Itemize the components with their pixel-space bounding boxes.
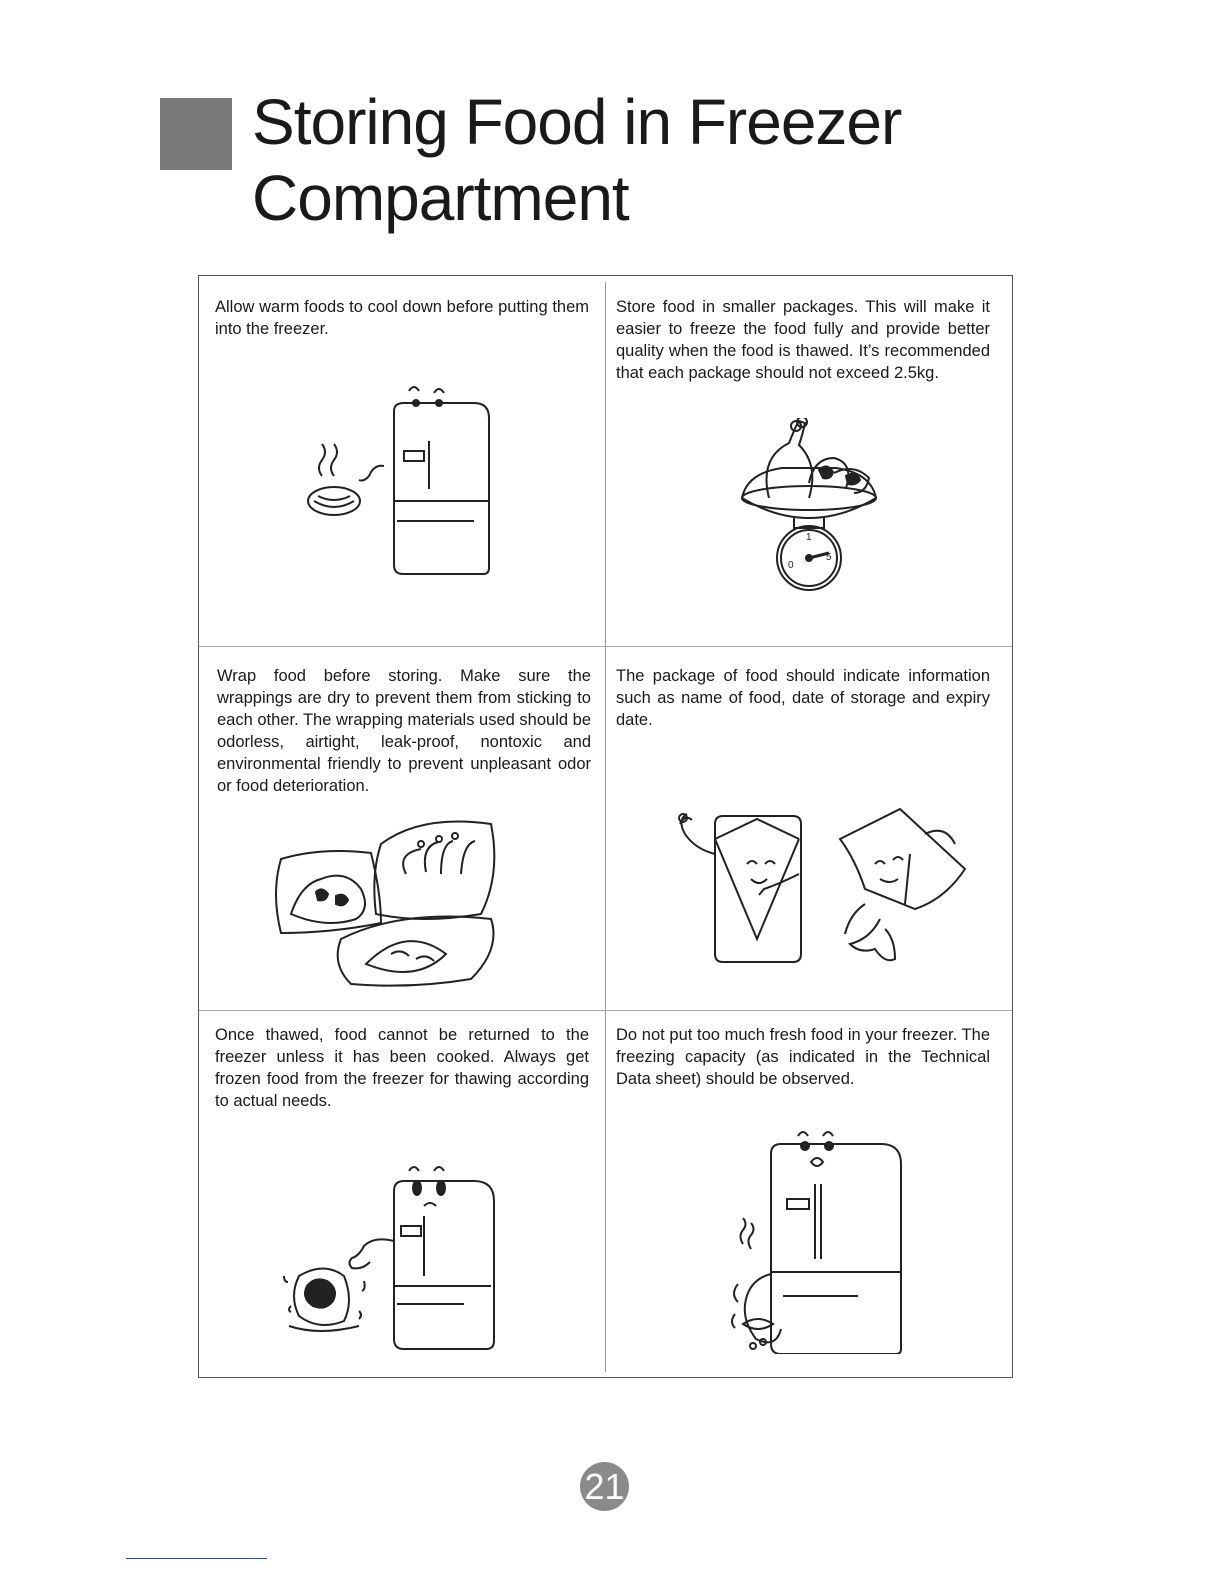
footer-rule	[126, 1558, 267, 1559]
refrigerator-warm-bowl-illustration	[304, 381, 504, 581]
food-on-scale-illustration	[734, 418, 884, 598]
tip-cell-label-packages	[616, 665, 990, 731]
tip-text: The package of food should indicate information such as name of food, date of storage and expiry date.	[616, 667, 990, 729]
grid-divider-vertical	[605, 282, 606, 1372]
page-title-line-1: Storing Food in Freezer	[252, 86, 902, 158]
tip-text: Do not put too much fresh food in your freezer. The freezing capacity (as indicated in the Technical Data sheet) should be observed.	[616, 1026, 990, 1088]
grid-divider-row-2	[199, 1010, 1012, 1011]
grid-divider-row-1	[199, 646, 1012, 647]
page-title-line-2: Compartment	[252, 162, 629, 234]
page-number-badge: 21	[580, 1462, 629, 1511]
tip-text: Allow warm foods to cool down before putting them into the freezer.	[215, 298, 589, 338]
tip-cell-thawed-food	[215, 1024, 589, 1112]
tip-cell-wrap-food	[217, 665, 591, 797]
scale-label-5: 5	[826, 552, 832, 563]
title-marker	[160, 98, 232, 170]
tip-text: Wrap food before storing. Make sure the wrappings are dry to prevent them from sticking to each other. The wrapping materials used should be odorless, airtight, leak-proof, nontoxic and environmental friendly to prevent unpleasant odor or food deterioration.	[217, 667, 591, 795]
scale-label-0: 0	[788, 560, 794, 571]
scale-label-1: 1	[806, 532, 812, 543]
labeled-packages-illustration	[665, 794, 975, 974]
refrigerator-thawed-meat-illustration	[269, 1146, 499, 1356]
overstuffed-freezer-illustration	[723, 1124, 913, 1354]
tip-text: Once thawed, food cannot be returned to the freezer unless it has been cooked. Always get frozen food from the freezer for thawing according to actual needs.	[215, 1026, 589, 1110]
tip-cell-cool-down	[215, 296, 589, 340]
wrapped-food-illustration	[271, 804, 511, 994]
tip-cell-freezing-capacity	[616, 1024, 990, 1090]
tip-cell-small-packages	[616, 296, 990, 384]
page-title	[252, 84, 1152, 236]
tip-text: Store food in smaller packages. This will make it easier to freeze the food fully and provide better quality when the food is thawed. It’s recommended that each package should not exceed 2.5kg.	[616, 298, 990, 382]
tips-grid	[198, 275, 1013, 1378]
